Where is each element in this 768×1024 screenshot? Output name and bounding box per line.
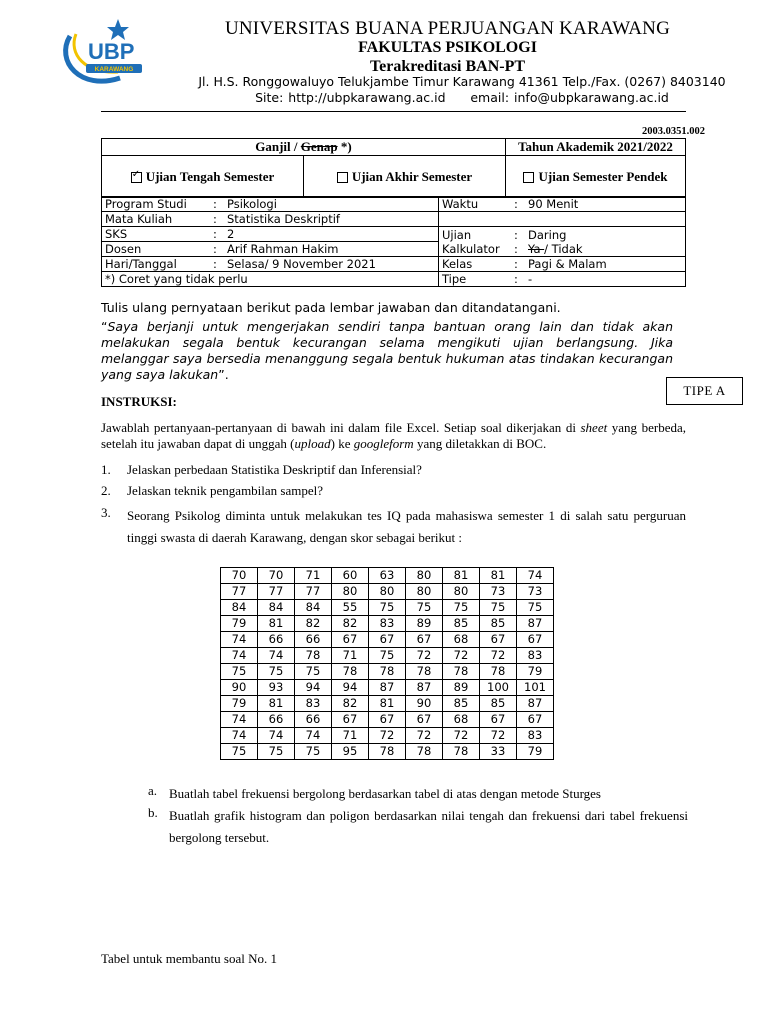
- table-cell: 72: [443, 648, 480, 664]
- table-cell: 82: [295, 616, 332, 632]
- table-cell: 85: [480, 616, 517, 632]
- table-cell: 74: [221, 728, 258, 744]
- table-cell: 75: [221, 664, 258, 680]
- table-cell: 68: [443, 712, 480, 728]
- table-cell: 87: [517, 616, 554, 632]
- table-cell: 94: [332, 680, 369, 696]
- table-cell: 83: [517, 648, 554, 664]
- table-cell: 67: [369, 712, 406, 728]
- footer-note: Tabel untuk membantu soal No. 1: [101, 951, 278, 966]
- table-cell: 85: [480, 696, 517, 712]
- table-cell: 75: [221, 744, 258, 760]
- table-cell: 87: [406, 680, 443, 696]
- table-cell: 78: [369, 744, 406, 760]
- table-cell: 74: [221, 648, 258, 664]
- table-cell: 78: [332, 664, 369, 680]
- semester-even-struck: Genap: [300, 139, 338, 154]
- table-cell: 67: [480, 712, 517, 728]
- table-cell: 84: [221, 600, 258, 616]
- table-cell: 74: [295, 728, 332, 744]
- table-cell: 80: [443, 584, 480, 600]
- table-cell: 94: [295, 680, 332, 696]
- table-cell: 70: [258, 568, 295, 584]
- table-cell: 67: [480, 632, 517, 648]
- table-cell: 85: [443, 616, 480, 632]
- info-time: Waktu : 90 Menit: [439, 197, 686, 212]
- table-cell: 80: [332, 584, 369, 600]
- table-cell: 74: [221, 712, 258, 728]
- table-cell: 77: [295, 584, 332, 600]
- table-cell: 74: [221, 632, 258, 648]
- table-cell: 84: [258, 600, 295, 616]
- table-cell: 75: [295, 664, 332, 680]
- table-cell: 74: [517, 568, 554, 584]
- table-cell: 66: [295, 632, 332, 648]
- table-row: [221, 632, 554, 648]
- table-cell: 81: [480, 568, 517, 584]
- semester-note: *): [337, 139, 352, 154]
- table-cell: 74: [258, 648, 295, 664]
- table-cell: 87: [517, 696, 554, 712]
- logo-text: UBP: [88, 39, 135, 64]
- table-cell: 83: [369, 616, 406, 632]
- table-cell: 78: [443, 664, 480, 680]
- table-row: [221, 728, 554, 744]
- table-cell: 72: [480, 728, 517, 744]
- table-cell: 71: [332, 728, 369, 744]
- exam-header-table: [101, 138, 686, 198]
- info-date: Hari/Tanggal : Selasa/ 9 November 2021: [102, 257, 439, 272]
- table-cell: 70: [221, 568, 258, 584]
- table-cell: 85: [443, 696, 480, 712]
- option-uts: ✓Ujian Tengah Semester: [102, 156, 304, 198]
- table-row: [221, 712, 554, 728]
- university-logo: [60, 16, 175, 91]
- pledge-instruction: Tulis ulang pernyataan berikut pada lembar jawaban dan ditandatangani.: [101, 300, 561, 315]
- table-row: [221, 664, 554, 680]
- table-cell: 55: [332, 600, 369, 616]
- instructions-text: Jawablah pertanyaan-pertanyaan di bawah ini dalam file Excel. Setiap soal dikerjakan di sheet yang berbeda, setelah itu jawaban dapat di unggah (upload) ke googleform yang diletakkan di BOC.: [101, 420, 686, 451]
- table-cell: 87: [369, 680, 406, 696]
- table-row: [221, 584, 554, 600]
- checkbox-icon: [337, 172, 348, 183]
- table-cell: 66: [295, 712, 332, 728]
- table-cell: 67: [406, 632, 443, 648]
- table-cell: 101: [517, 680, 554, 696]
- table-cell: 67: [332, 712, 369, 728]
- sub-question-b: b. Buatlah grafik histogram dan poligon berdasarkan nilai tengah dan frekuensi dari tabel frekuensi bergolong tersebut.: [148, 805, 688, 845]
- website-email: Site: http://ubpkarawang.ac.id email: info@ubpkarawang.ac.id: [255, 90, 669, 105]
- info-lecturer: Dosen : Arif Rahman Hakim: [102, 242, 439, 257]
- info-exam-calc: Ujian : Daring Kalkulator : Ya / Tidak: [439, 227, 686, 257]
- table-cell: 60: [332, 568, 369, 584]
- table-cell: 78: [443, 744, 480, 760]
- header-divider: [101, 111, 686, 112]
- table-cell: 67: [369, 632, 406, 648]
- table-cell: 90: [406, 696, 443, 712]
- pledge-statement: “Saya berjanji untuk mengerjakan sendiri tanpa bantuan orang lain dan tidak akan melakukan segala bentuk kecurangan selama mengikuti ujian berlangsung. Jika melanggar saya bersedia menanggung segala bentuk hukuman atas tindakan kecurangan yang saya lakukan”.: [101, 319, 673, 382]
- option-uas: Ujian Akhir Semester: [304, 156, 506, 198]
- table-cell: 72: [406, 728, 443, 744]
- table-row: [221, 696, 554, 712]
- table-cell: 75: [258, 744, 295, 760]
- table-cell: 79: [221, 616, 258, 632]
- info-note: *) Coret yang tidak perlu: [102, 272, 439, 287]
- table-cell: 79: [517, 744, 554, 760]
- table-cell: 72: [480, 648, 517, 664]
- table-cell: 81: [369, 696, 406, 712]
- table-cell: 79: [221, 696, 258, 712]
- table-cell: 78: [295, 648, 332, 664]
- table-cell: 75: [517, 600, 554, 616]
- table-cell: 67: [406, 712, 443, 728]
- question-2: 2. Jelaskan teknik pengambilan sampel?: [101, 483, 324, 498]
- table-cell: 75: [480, 600, 517, 616]
- table-cell: 83: [517, 728, 554, 744]
- table-cell: 67: [517, 632, 554, 648]
- table-cell: 100: [480, 680, 517, 696]
- table-row: [221, 648, 554, 664]
- exam-type-box: TIPE A: [666, 377, 743, 405]
- table-cell: 81: [258, 616, 295, 632]
- info-program: Program Studi : Psikologi: [102, 197, 439, 212]
- table-cell: 75: [406, 600, 443, 616]
- table-cell: 72: [406, 648, 443, 664]
- logo-subtext: KARAWANG: [94, 66, 134, 73]
- table-cell: 84: [295, 600, 332, 616]
- exam-info-table: [101, 196, 686, 287]
- table-cell: 93: [258, 680, 295, 696]
- table-cell: 63: [369, 568, 406, 584]
- table-cell: 72: [369, 728, 406, 744]
- iq-scores-table: [220, 567, 554, 760]
- question-1: 1. Jelaskan perbedaan Statistika Deskriptif dan Inferensial?: [101, 462, 422, 477]
- table-cell: 77: [258, 584, 295, 600]
- checkbox-checked-icon: [131, 172, 142, 183]
- info-type: Tipe : -: [439, 272, 686, 287]
- table-cell: 72: [443, 728, 480, 744]
- table-cell: 95: [332, 744, 369, 760]
- table-cell: 66: [258, 632, 295, 648]
- question-3: 3. Seorang Psikolog diminta untuk melakukan tes IQ pada mahasiswa semester 1 di salah satu perguruan tinggi swasta di daerah Karawang, dengan skor sebagai berikut :: [101, 505, 686, 545]
- semester-cell: [102, 139, 506, 156]
- table-cell: 80: [406, 584, 443, 600]
- faculty-name: FAKULTAS PSIKOLOGI: [358, 39, 537, 56]
- table-row: [221, 744, 554, 760]
- academic-year: Tahun Akademik 2021/2022: [506, 139, 686, 156]
- info-sks: SKS : 2: [102, 227, 439, 242]
- table-cell: 73: [517, 584, 554, 600]
- table-cell: 78: [406, 664, 443, 680]
- option-usp: Ujian Semester Pendek: [506, 156, 686, 198]
- table-cell: 79: [517, 664, 554, 680]
- table-cell: 81: [443, 568, 480, 584]
- table-cell: 67: [517, 712, 554, 728]
- table-cell: 78: [369, 664, 406, 680]
- table-cell: 74: [258, 728, 295, 744]
- table-cell: 78: [406, 744, 443, 760]
- table-cell: 71: [332, 648, 369, 664]
- table-cell: 71: [295, 568, 332, 584]
- table-cell: 82: [332, 616, 369, 632]
- university-name: UNIVERSITAS BUANA PERJUANGAN KARAWANG: [224, 18, 671, 39]
- accreditation: Terakreditasi BAN-PT: [369, 58, 526, 75]
- table-cell: 66: [258, 712, 295, 728]
- table-cell: 82: [332, 696, 369, 712]
- table-row: [221, 616, 554, 632]
- sub-question-a: a. Buatlah tabel frekuensi bergolong berdasarkan tabel di atas dengan metode Sturges: [148, 783, 601, 801]
- semester-odd: Ganjil /: [255, 139, 301, 154]
- table-cell: 89: [406, 616, 443, 632]
- table-row: [221, 680, 554, 696]
- table-cell: 78: [480, 664, 517, 680]
- table-cell: 68: [443, 632, 480, 648]
- instructions-heading: INSTRUKSI:: [101, 394, 177, 409]
- table-cell: 75: [258, 664, 295, 680]
- table-cell: 75: [443, 600, 480, 616]
- info-empty: [439, 212, 686, 227]
- checkbox-icon: [523, 172, 534, 183]
- table-cell: 75: [369, 600, 406, 616]
- info-course: Mata Kuliah : Statistika Deskriptif: [102, 212, 439, 227]
- table-row: [221, 600, 554, 616]
- table-cell: 90: [221, 680, 258, 696]
- table-cell: 80: [369, 584, 406, 600]
- document-code: 2003.0351.002: [642, 126, 705, 137]
- address: Jl. H.S. Ronggowaluyo Telukjambe Timur Karawang 41361 Telp./Fax. (0267) 8403140: [198, 74, 726, 89]
- table-row: [221, 568, 554, 584]
- table-cell: 80: [406, 568, 443, 584]
- table-cell: 33: [480, 744, 517, 760]
- table-cell: 73: [480, 584, 517, 600]
- table-cell: 77: [221, 584, 258, 600]
- table-cell: 75: [369, 648, 406, 664]
- table-cell: 83: [295, 696, 332, 712]
- table-cell: 75: [295, 744, 332, 760]
- info-class: Kelas : Pagi & Malam: [439, 257, 686, 272]
- table-cell: 67: [332, 632, 369, 648]
- table-cell: 81: [258, 696, 295, 712]
- table-cell: 89: [443, 680, 480, 696]
